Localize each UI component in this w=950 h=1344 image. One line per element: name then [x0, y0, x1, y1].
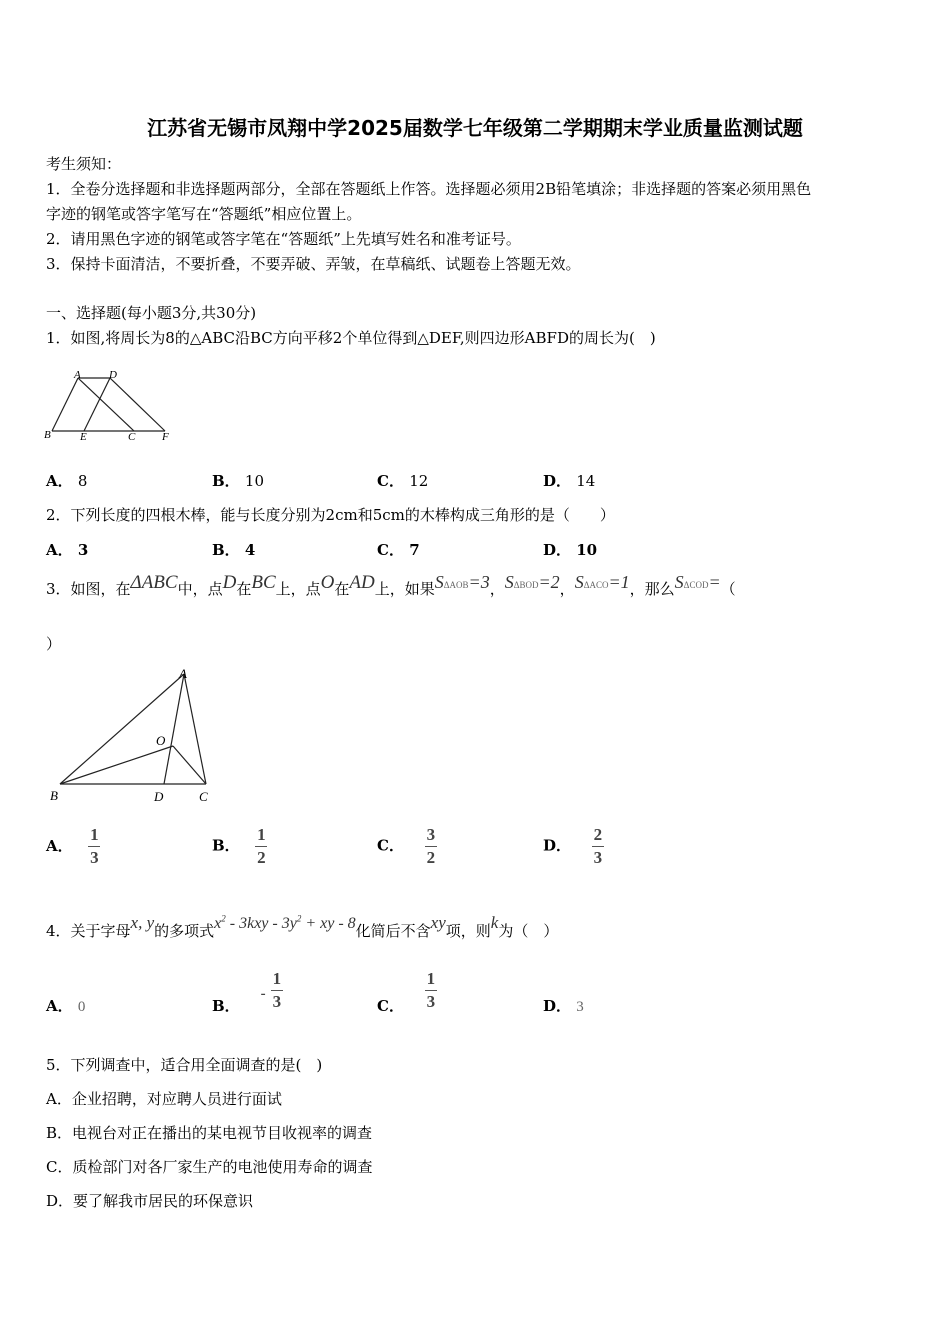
q3-seg-AD	[164, 674, 184, 784]
q1-option-b[interactable]: B． 10	[212, 472, 265, 490]
q3-figure	[44, 664, 224, 806]
q1-label-B: B	[44, 429, 51, 441]
q3-seg-AB	[60, 674, 184, 784]
q1-seg-AB	[52, 378, 78, 431]
q3-seg-AC	[184, 674, 206, 784]
q3-stem-close: ）	[46, 635, 62, 653]
q3-option-c[interactable]: C． $\frac{3}{2}$	[377, 825, 436, 867]
notice-line-1b: 字迹的钢笔或答字笔写在“答题纸”相应位置上。	[46, 205, 362, 223]
notice-line-2: 2．请用黑色字迹的钢笔或答字笔在“答题纸”上先填写姓名和准考证号。	[46, 230, 521, 248]
q5-option-c[interactable]: C．质检部门对各厂家生产的电池使用寿命的调查	[46, 1158, 373, 1176]
q1-figure	[40, 366, 180, 446]
section-heading: 一、选择题(每小题3分,共30分)	[46, 304, 257, 322]
q3-option-a[interactable]: A． $\frac{1}{3}$	[46, 825, 99, 867]
notice-line-3: 3．保持卡面清洁，不要折叠，不要弄破、弄皱，在草稿纸、试题卷上答题无效。	[46, 255, 581, 273]
q1-seg-DF	[110, 378, 165, 431]
q5-option-b[interactable]: B．电视台对正在播出的某电视节目收视率的调查	[46, 1124, 373, 1142]
notice-heading: 考生须知：	[46, 155, 122, 173]
q4-stem: 4．关于字母x, y的多项式$x^2 - 3kxy - 3y^2$ + xy - 8化简后不含xy项，则k为（ ）	[46, 913, 559, 940]
q4-option-d[interactable]: D． 3	[543, 997, 584, 1015]
q1-stem: 1．如图,将周长为8的△ABC沿BC方向平移2个单位得到△DEF,则四边形ABFD的周长为( )	[46, 329, 656, 347]
q3-label-A: A	[179, 666, 187, 681]
q2-option-d[interactable]: D． 10	[543, 541, 598, 559]
q3-label-B: B	[50, 788, 58, 803]
q3-seg-OC	[173, 746, 206, 784]
q5-stem: 5．下列调查中，适合用全面调查的是( )	[46, 1056, 323, 1074]
q3-stem: 3．如图，在ΔABC中，点D在BC上，点O在AD上，如果SΔAOB=3，SΔBOD=2，SΔACO=1，那么SΔCOD=（	[46, 572, 736, 598]
q4-option-c[interactable]: C． $\frac{1}{3}$	[377, 969, 436, 1015]
q1-label-C: C	[128, 431, 136, 443]
q1-label-D: D	[109, 369, 117, 381]
q1-label-E: E	[80, 431, 87, 443]
q2-stem: 2．下列长度的四根木棒，能与长度分别为2cm和5cm的木棒构成三角形的是（ ）	[46, 506, 615, 524]
q1-option-d[interactable]: D． 14	[543, 472, 596, 490]
q5-option-a[interactable]: A．企业招聘，对应聘人员进行面试	[46, 1090, 282, 1108]
notice-line-1a: 1．全卷分选择题和非选择题两部分，全部在答题纸上作答。选择题必须用2B铅笔填涂；非选择题的答案必须用黑色	[46, 180, 812, 198]
q3-option-d[interactable]: D． $\frac{2}{3}$	[543, 825, 603, 867]
q4-option-b[interactable]: B． - $\frac{1}{3}$	[212, 969, 282, 1015]
q1-label-F: F	[162, 431, 169, 443]
q2-option-b[interactable]: B． 4	[212, 541, 256, 559]
q3-label-O: O	[156, 733, 166, 748]
q2-option-c[interactable]: C． 7	[377, 541, 420, 559]
q1-label-A: A	[74, 369, 81, 381]
q3-seg-BO	[60, 746, 173, 784]
q3-label-C: C	[199, 789, 208, 804]
q3-label-D: D	[154, 789, 164, 804]
q3-option-b[interactable]: B． $\frac{1}{2}$	[212, 825, 266, 867]
page-title: 江苏省无锡市凤翔中学2025届数学七年级第二学期期末学业质量监测试题	[147, 116, 803, 140]
q4-option-a[interactable]: A． 0	[46, 997, 86, 1015]
q2-option-a[interactable]: A． 3	[46, 541, 89, 559]
q1-option-c[interactable]: C． 12	[377, 472, 429, 490]
q5-option-d[interactable]: D．要了解我市居民的环保意识	[46, 1192, 254, 1210]
q1-option-a[interactable]: A． 8	[46, 472, 88, 490]
